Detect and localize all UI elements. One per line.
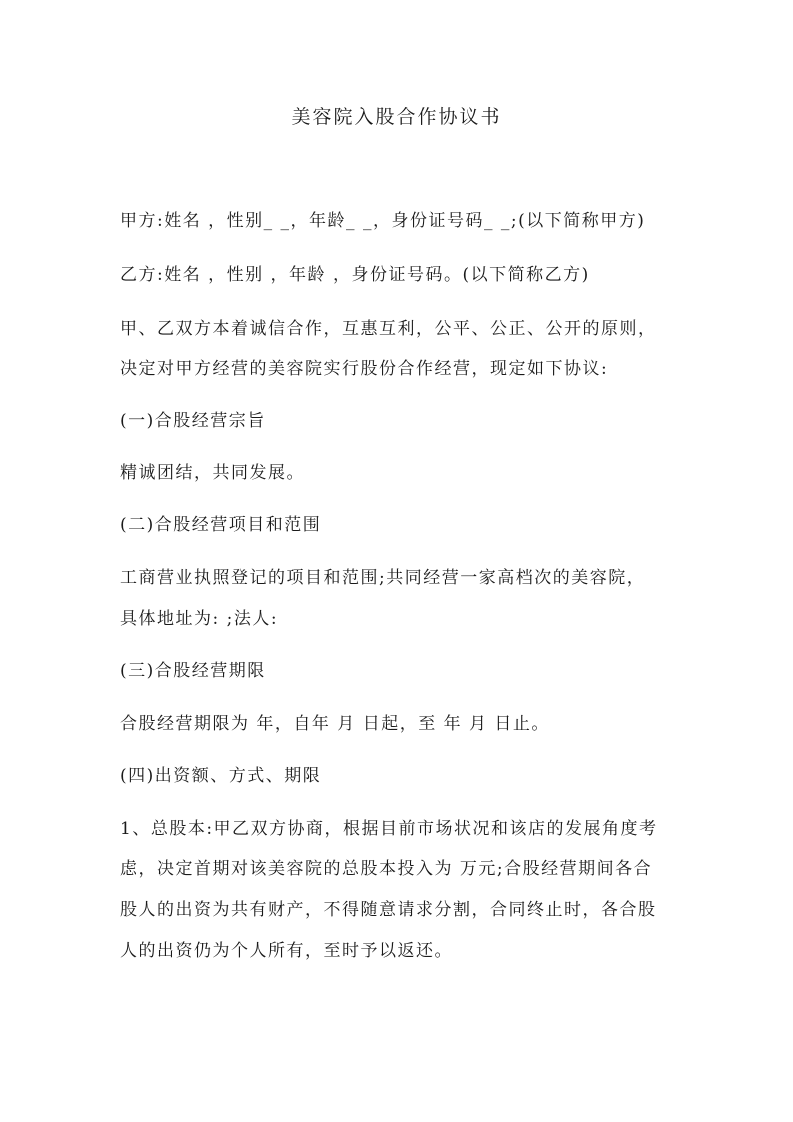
party-a-line: 甲方:姓名 ，性别_ _，年龄_ _，身份证号码_ _;(以下简称甲方) — [120, 211, 646, 231]
section-4-body-line-2: 虑，决定首期对该美容院的总股本投入为 万元;合股经营期间各合 — [120, 859, 653, 879]
section-3-heading: (三)合股经营期限 — [120, 661, 266, 681]
section-4-heading: (四)出资额、方式、期限 — [120, 766, 322, 786]
document-title: 美容院入股合作协议书 — [291, 106, 502, 128]
section-1-body: 精诚团结，共同发展。 — [120, 463, 305, 483]
section-2-body-line-2: 具体地址为: ;法人: — [120, 609, 279, 629]
section-1-heading: (一)合股经营宗旨 — [120, 411, 266, 431]
section-4-body-line-4: 人的出资仍为个人所有，至时予以返还。 — [120, 941, 453, 961]
section-3-body: 合股经营期限为 年，自年 月 日起，至 年 月 日止。 — [120, 714, 550, 734]
preamble-line-2: 决定对甲方经营的美容院实行股份合作经营，现定如下协议: — [120, 359, 609, 379]
section-2-heading: (二)合股经营项目和范围 — [120, 515, 322, 535]
preamble-line-1: 甲、乙双方本着诚信合作，互惠互利，公平、公正、公开的原则， — [120, 319, 657, 339]
section-4-body-line-3: 股人的出资为共有财产，不得随意请求分割，合同终止时，各合股 — [120, 900, 657, 920]
party-b-line: 乙方:姓名 ，性别 ，年龄 ，身份证号码。(以下简称乙方) — [120, 265, 590, 285]
section-2-body-line-1: 工商营业执照登记的项目和范围;共同经营一家高档次的美容院， — [120, 568, 646, 588]
section-4-body-line-1: 1、总股本:甲乙双方协商，根据目前市场状况和该店的发展角度考 — [120, 819, 658, 839]
